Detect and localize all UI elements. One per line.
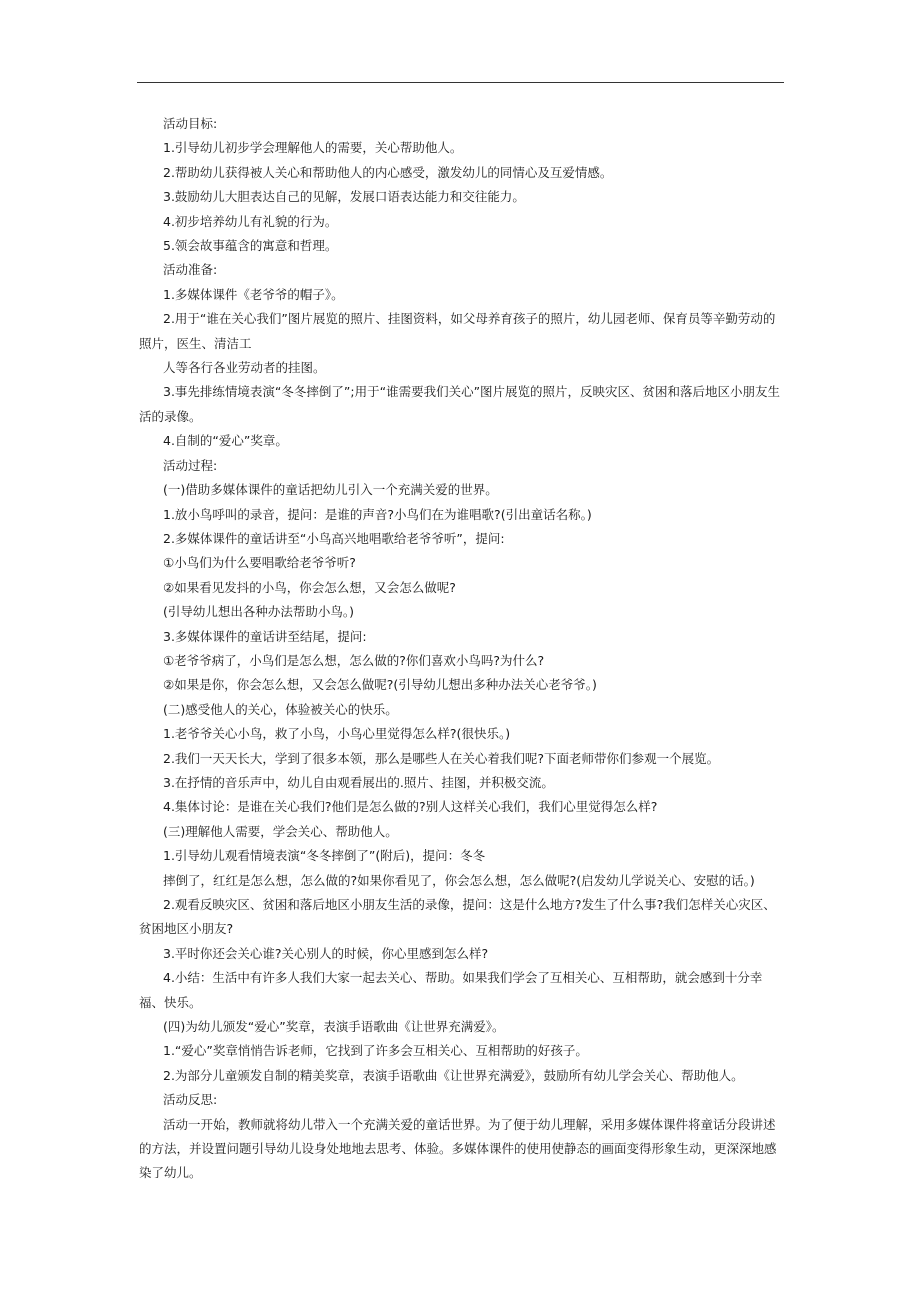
paragraph-line: 2.多媒体课件的童话讲至“小鸟高兴地唱歌给老爷爷听”，提问:: [163, 530, 505, 546]
paragraph-line: ①小鸟们为什么要唱歌给老爷爷听?: [163, 555, 356, 571]
paragraph-line: 1.“爱心”奖章悄悄告诉老师，它找到了许多会互相关心、互相帮助的好孩子。: [163, 1043, 588, 1059]
paragraph-line: ②如果是你，你会怎么想，又会怎么做呢?(引导幼儿想出多种办法关心老爷爷。): [163, 677, 597, 693]
paragraph-line: 3.平时你还会关心谁?关心别人的时候，你心里感到怎么样?: [163, 945, 489, 961]
paragraph-line: 活动反思:: [163, 1092, 218, 1108]
paragraph-line: 1.老爷爷关心小鸟，救了小鸟，小鸟心里觉得怎么样?(很快乐。): [163, 726, 511, 742]
paragraph-line: 3.鼓励幼儿大胆表达自己的见解，发展口语表达能力和交往能力。: [163, 189, 525, 205]
paragraph-line: 4.小结：生活中有许多人我们大家一起去关心、帮助。如果我们学会了互相关心、互相帮助，就会感到十分幸福、快乐。: [139, 970, 763, 1010]
paragraph-line: (三)理解他人需要，学会关心、帮助他人。: [163, 823, 398, 839]
paragraph-line: 2.为部分儿童颁发自制的精美奖章，表演手语歌曲《让世界充满爱》，鼓励所有幼儿学会关心、帮助他人。: [163, 1067, 744, 1083]
paragraph-line: ①老爷爷病了，小鸟们是怎么想，怎么做的?你们喜欢小鸟吗?为什么?: [163, 652, 545, 668]
paragraph-line: 1.放小鸟呼叫的录音，提问：是谁的声音?小鸟们在为谁唱歌?(引出童话名称。): [163, 506, 592, 522]
paragraph-line: 1.引导幼儿观看情境表演“冬冬摔倒了”(附后)，提问：冬冬: [163, 848, 486, 864]
paragraph-line: 3.事先排练情境表演“冬冬摔倒了”;用于“谁需要我们关心”图片展览的照片，反映灾区、贫困和落后地区小朋友生活的录像。: [139, 384, 781, 424]
paragraph-line: 3.多媒体课件的童话讲至结尾，提问:: [163, 628, 367, 644]
paragraph-line: (四)为幼儿颁发“爱心”奖章，表演手语歌曲《让世界充满爱》。: [163, 1019, 505, 1035]
paragraph-line: 2.我们一天天长大，学到了很多本领，那么是哪些人在关心着我们呢?下面老师带你们参观一个展览。: [163, 750, 720, 766]
paragraph-line: 4.自制的“爱心”奖章。: [163, 433, 288, 449]
paragraph-line: 1.多媒体课件《老爷爷的帽子》。: [163, 286, 344, 302]
header-rule: [137, 82, 784, 83]
paragraph-line: 摔倒了，红红是怎么想，怎么做的?如果你看见了，你会怎么想，怎么做呢?(启发幼儿学说关心、安慰的话。): [163, 872, 755, 888]
paragraph-line: 4.初步培养幼儿有礼貌的行为。: [163, 213, 338, 229]
paragraph-line: 3.在抒情的音乐声中，幼儿自由观看展出的.照片、挂图，并积极交流。: [163, 774, 554, 790]
paragraph-line: 活动过程:: [163, 457, 218, 473]
paragraph-line: (二)感受他人的关心，体验被关心的快乐。: [163, 701, 398, 717]
paragraph-line: 1.引导幼儿初步学会理解他人的需要，关心帮助他人。: [163, 140, 463, 156]
paragraph-line: 2.帮助幼儿获得被人关心和帮助他人的内心感受，激发幼儿的同情心及互爱情感。: [163, 164, 613, 180]
paragraph-line: 2.观看反映灾区、贫困和落后地区小朋友生活的录像，提问：这是什么地方?发生了什么事?我们怎样关心灾区、贫困地区小朋友?: [139, 897, 776, 937]
paragraph-line: (引导幼儿想出各种办法帮助小鸟。): [163, 604, 355, 620]
paragraph-line: 活动一开始，教师就将幼儿带入一个充满关爱的童话世界。为了便于幼儿理解，采用多媒体课件将童话分段讲述的方法，并设置问题引导幼儿设身处地地去思考、体验。多媒体课件的使用使静态的画面变得形象生动，更深深地感染了幼儿。: [139, 1116, 777, 1181]
paragraph-line: 活动准备:: [163, 262, 218, 278]
paragraph-line: 4.集体讨论：是谁在关心我们?他们是怎么做的?别人这样关心我们，我们心里觉得怎么样?: [163, 799, 658, 815]
paragraph-line: 5.领会故事蕴含的寓意和哲理。: [163, 238, 338, 254]
paragraph-line: 活动目标:: [163, 116, 218, 131]
paragraph-line: 2.用于“谁在关心我们”图片展览的照片、挂图资料，如父母养育孩子的照片，幼儿园老师、保育员等辛勤劳动的照片，医生、清洁工: [139, 311, 776, 351]
paragraph-line: 人等各行各业劳动者的挂图。: [163, 360, 326, 376]
document-body: [139, 112, 783, 1186]
paragraph-line: ②如果看见发抖的小鸟，你会怎么想，又会怎么做呢?: [163, 579, 456, 595]
paragraph-line: (一)借助多媒体课件的童话把幼儿引入一个充满关爱的世界。: [163, 482, 498, 498]
